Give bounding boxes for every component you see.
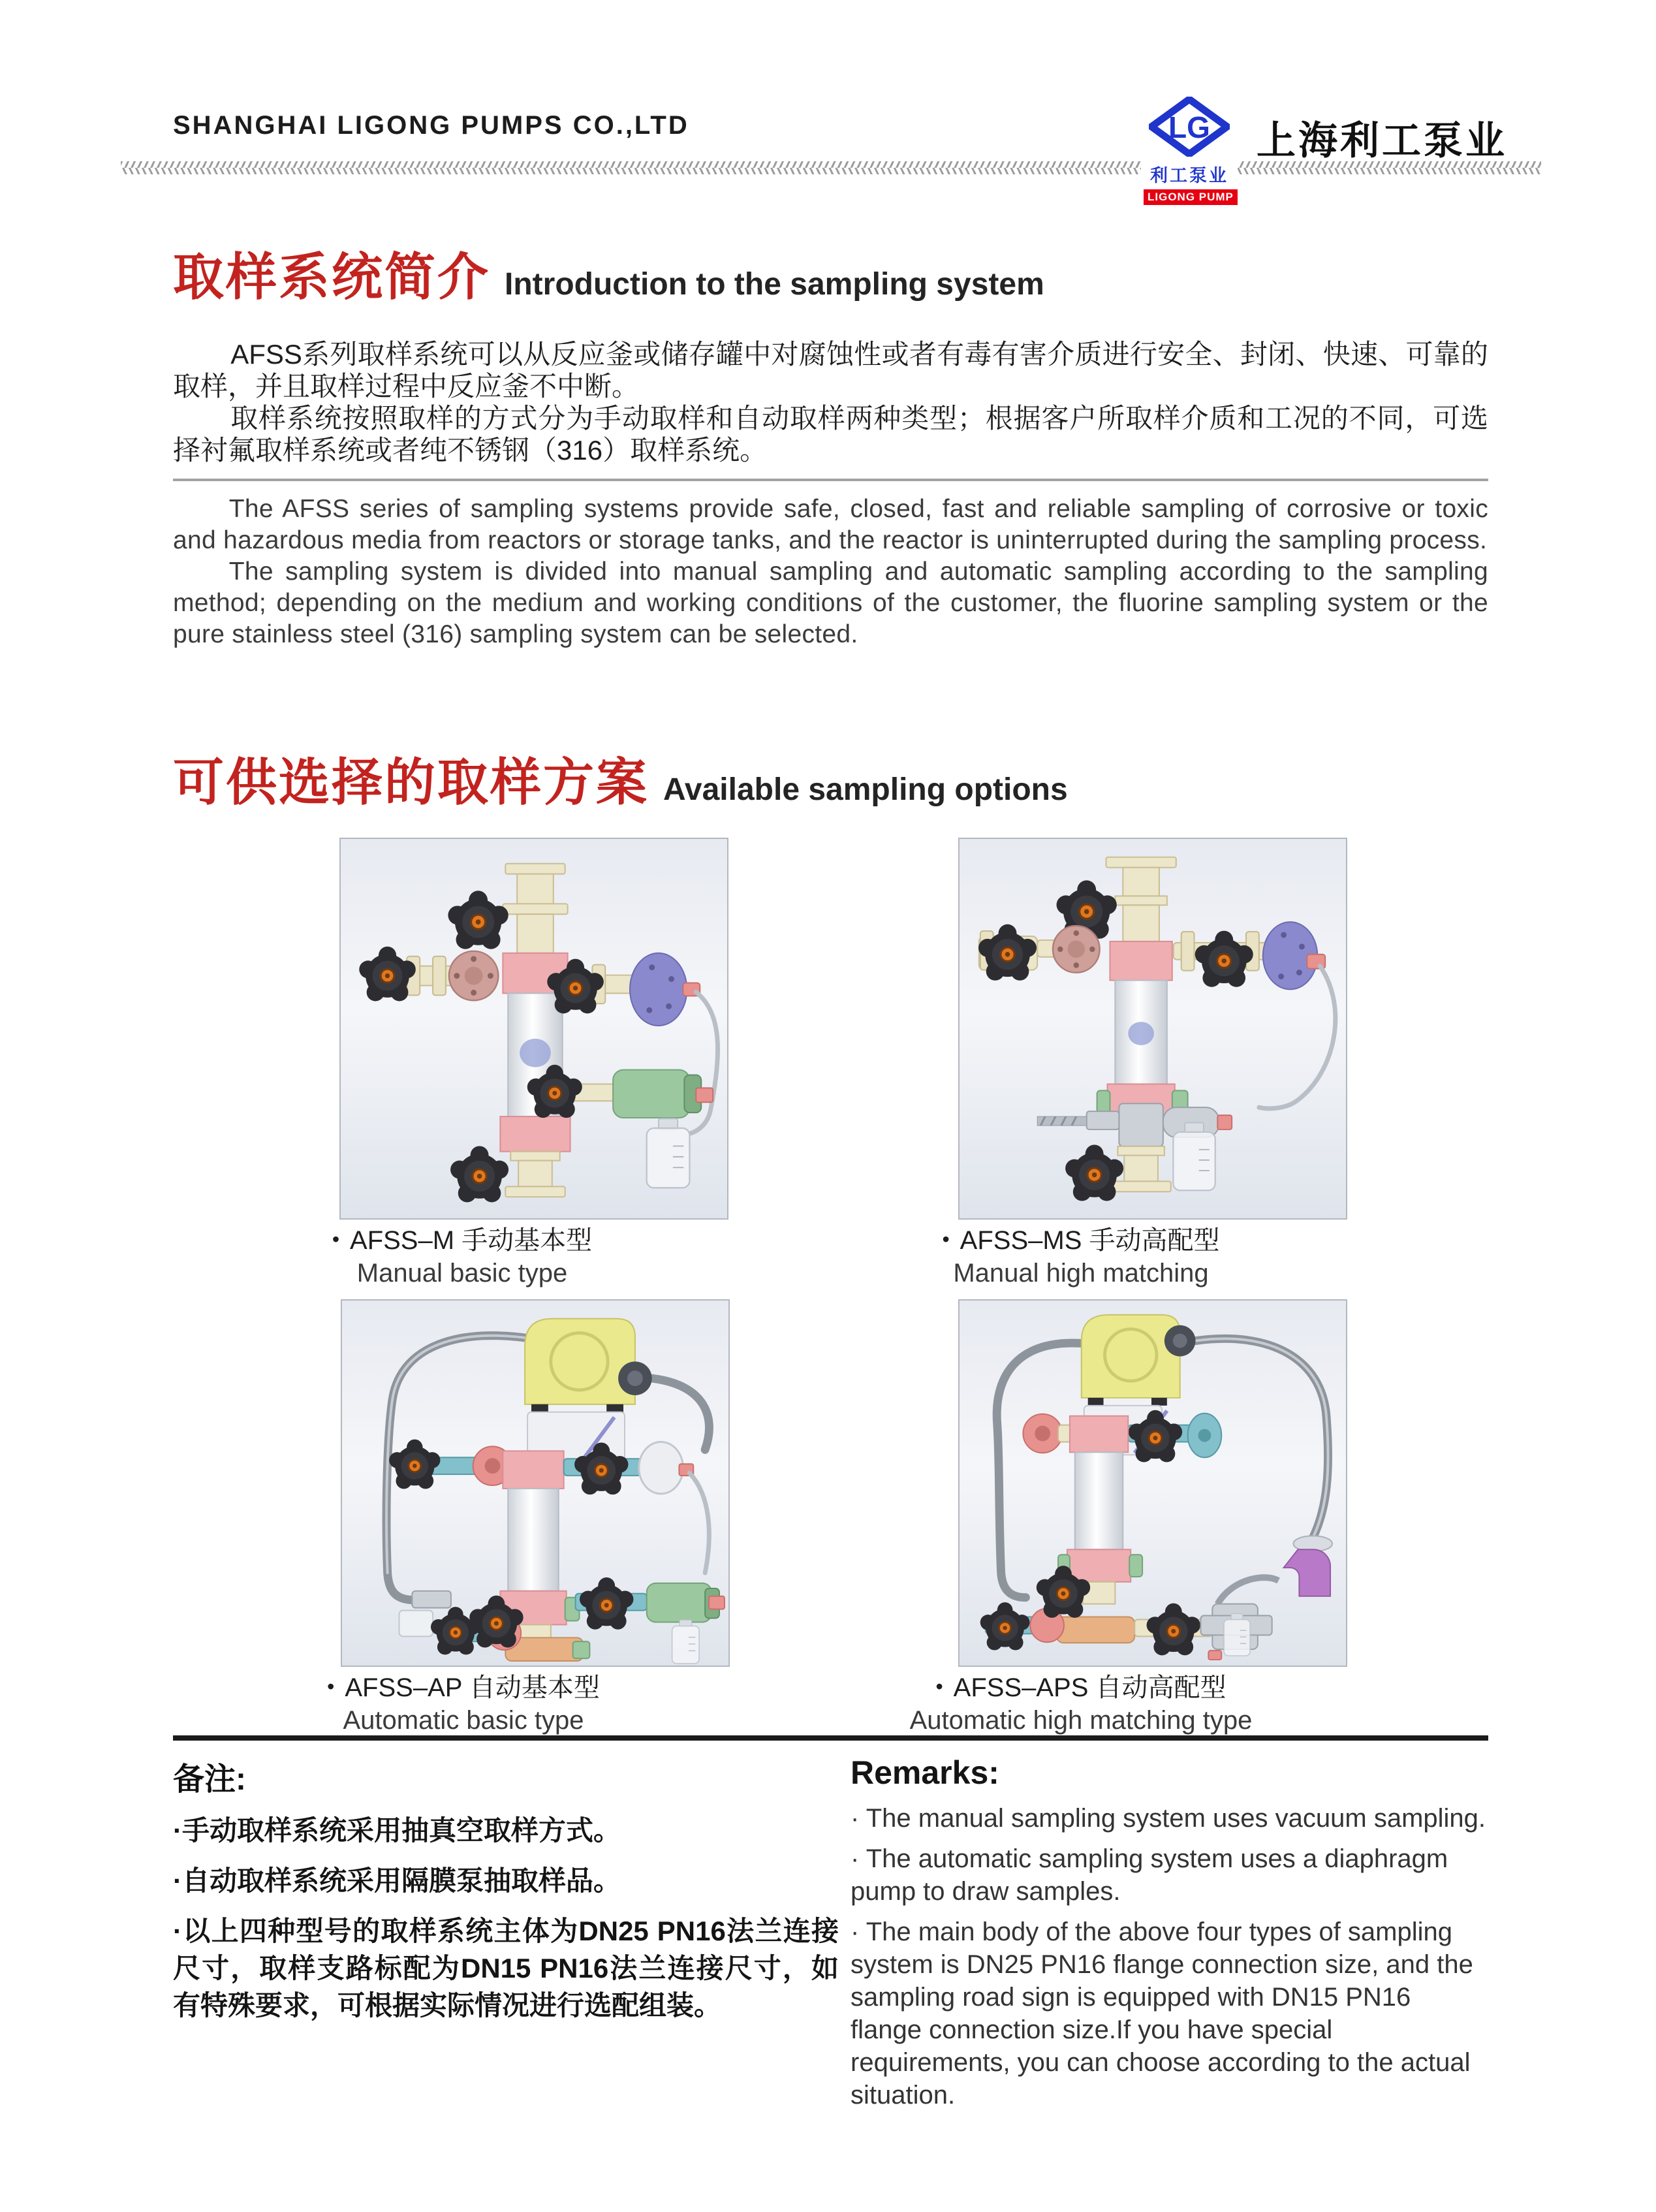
remarks-title-en: Remarks: <box>851 1754 999 1791</box>
caption-afss-ap <box>269 1671 658 1735</box>
bullet-icon: • <box>332 1227 340 1251</box>
options-title-en: Available sampling options <box>663 772 1068 807</box>
intro-paragraph-en: The AFSS series of sampling systems provide safe, closed, fast and reliable sampling of corrosive or toxic and hazardous media from reactors or storage tanks, and the reactor is uninterrupted during the sampling process. <box>173 495 1488 554</box>
logo-name-en: LIGONG PUMP <box>1144 189 1238 205</box>
model-name-en: Automatic high matching type <box>909 1706 1253 1735</box>
intro-title-cn: 取样系统简介 <box>173 248 491 306</box>
remarks-column-en <box>851 1754 1488 2119</box>
afss-m-illustration <box>341 839 727 1218</box>
product-image-afss-aps <box>958 1299 1347 1667</box>
product-image-afss-ap <box>341 1299 730 1667</box>
product-image-afss-m <box>339 838 728 1220</box>
intro-paragraph-cn: AFSS系列取样系统可以从反应釜或储存罐中对腐蚀性或者有毒有害介质进行安全、封闭、快速、可靠的取样，并且取样过程中反应釜不中断。 <box>173 339 1488 402</box>
caption-afss-ms <box>886 1224 1275 1288</box>
model-name-cn: AFSS–APS 自动高配型 <box>953 1673 1226 1702</box>
company-logo <box>1141 97 1238 205</box>
bullet-icon: • <box>935 1675 943 1698</box>
intro-title-en: Introduction to the sampling system <box>505 267 1044 302</box>
remarks-column-cn <box>173 1754 839 2119</box>
sample-bottle-icon <box>1173 1123 1215 1191</box>
options-title-cn: 可供选择的取样方案 <box>173 753 649 811</box>
model-name-en: Automatic basic type <box>343 1706 584 1735</box>
intro-paragraph-cn: 取样系统按照取样的方式分为手动取样和自动取样两种类型；根据客户所取样介质和工况的不同，可选择衬氟取样系统或者纯不锈钢（316）取样系统。 <box>173 403 1488 466</box>
caption-afss-aps <box>886 1671 1275 1735</box>
logo-monogram: LG <box>1168 110 1210 144</box>
sample-bottle-icon <box>672 1620 699 1664</box>
model-name-cn: AFSS–M 手动基本型 <box>350 1226 593 1255</box>
intro-paragraph-en: The sampling system is divided into manual sampling and automatic sampling according to the sampling method; depending on the medium and working conditions of the customer, the fluorine sampling system or the pure stainless steel (316) sampling system can be selected. <box>173 558 1488 648</box>
bullet-icon: • <box>327 1675 335 1698</box>
company-name-cn: 上海利工泵业 <box>1257 119 1507 163</box>
remark-item-en: · The manual sampling system uses vacuum sampling. <box>851 1804 1486 1833</box>
intro-paragraphs-en <box>173 494 1488 650</box>
company-name-en: SHANGHAI LIGONG PUMPS CO.,LTD <box>173 111 689 140</box>
remark-item-en: · The main body of the above four types of sampling system is DN25 PN16 flange connection size, and the sampling road sign is equipped with DN15 PN16 flange connection size.If you have special requirements, you can choose according to the actual situation. <box>851 1918 1473 2109</box>
model-name-en: Manual basic type <box>356 1259 568 1288</box>
remark-item-cn: ·手动取样系统采用抽真空取样方式。 <box>173 1815 621 1846</box>
caption-afss-m <box>268 1224 657 1288</box>
remarks-divider <box>173 1735 1488 1741</box>
sample-bottle-icon <box>1224 1614 1250 1656</box>
product-grid <box>173 838 1488 1746</box>
logo-name-cn: 利工泵业 <box>1150 166 1228 185</box>
intro-section-title <box>173 236 1044 309</box>
remark-item-cn: ·以上四种型号的取样系统主体为DN25 PN16法兰连接尺寸，取样支路标配为DN15 PN16法兰连接尺寸，如有特殊要求，可根据实际情况进行选配组装。 <box>173 1916 839 2021</box>
bullet-icon: • <box>942 1227 950 1251</box>
remark-item-cn: ·自动取样系统采用隔膜泵抽取样品。 <box>173 1865 621 1896</box>
options-section-title <box>173 742 1068 815</box>
remarks-section <box>173 1754 1488 2119</box>
remarks-title-cn: 备注: <box>173 1762 246 1797</box>
model-name-cn: AFSS–MS 手动高配型 <box>960 1226 1220 1255</box>
afss-ms-illustration <box>960 839 1346 1218</box>
product-image-afss-ms <box>958 838 1347 1220</box>
sample-bottle-icon <box>647 1118 690 1188</box>
logo-diamond-icon <box>1149 97 1230 157</box>
model-name-cn: AFSS–AP 自动基本型 <box>345 1673 600 1702</box>
afss-aps-illustration <box>960 1301 1346 1666</box>
model-name-en: Manual high matching <box>953 1259 1209 1288</box>
intro-paragraphs-cn <box>173 338 1488 466</box>
remark-item-en: · The automatic sampling system uses a diaphragm pump to draw samples. <box>851 1844 1448 1906</box>
afss-ap-illustration <box>342 1301 728 1666</box>
section-divider <box>173 479 1488 481</box>
